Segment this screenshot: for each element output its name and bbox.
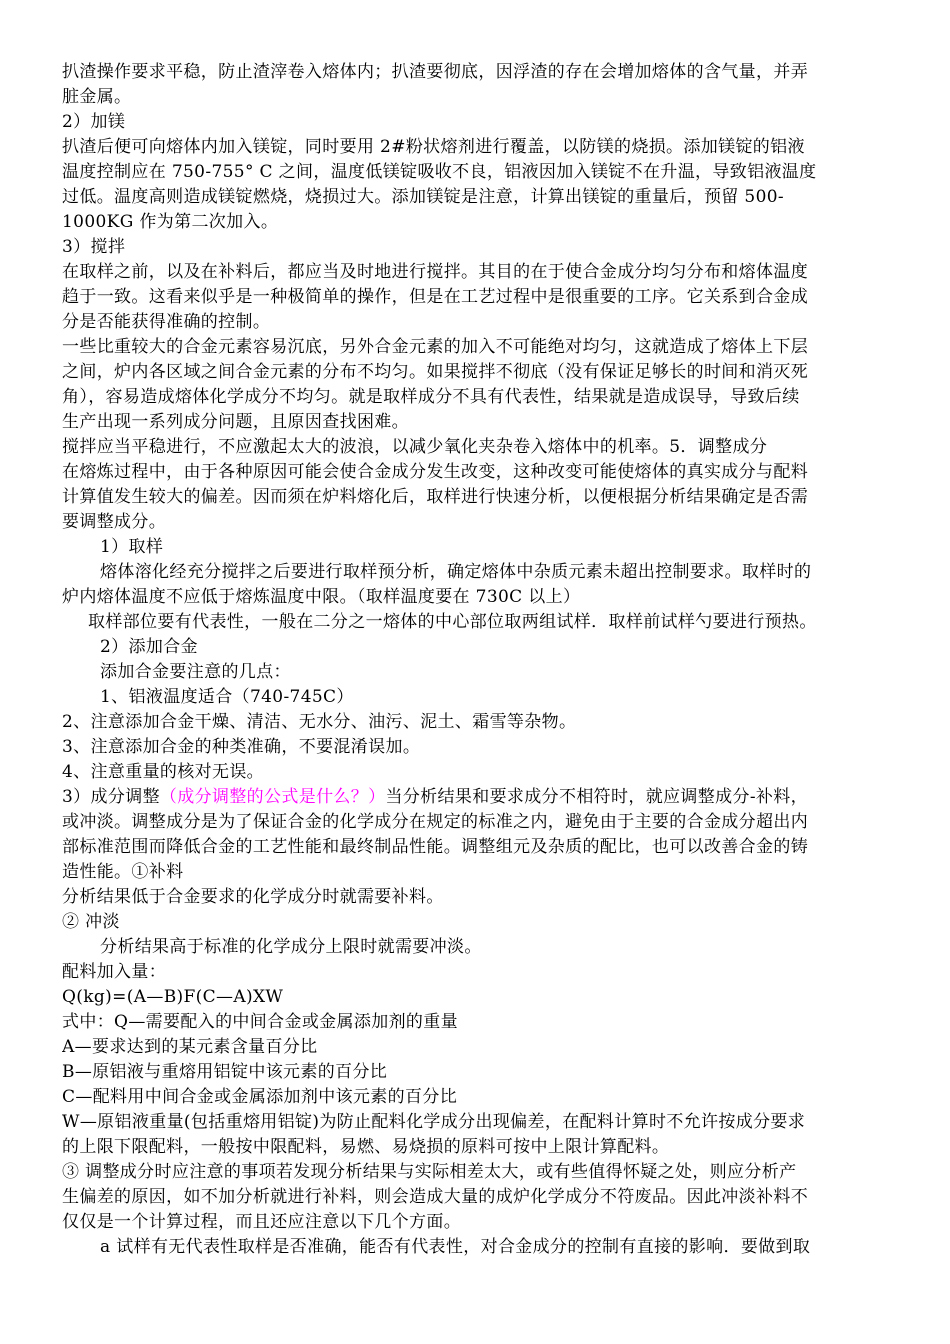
text-line: 分析结果低于合金要求的化学成分时就需要补料。 [62,887,444,907]
text-line: 式中：Q—需要配入的中间合金或金属添加剂的重量 [62,1012,458,1032]
text-line: 要调整成分。 [62,512,167,532]
section-heading: 3）搅拌 [62,237,126,257]
text-line: 或冲淡。调整成分是为了保证合金的化学成分在规定的标准之内，避免由于主要的合金成分超出内 [62,812,809,832]
text-line: 分析结果高于标准的化学成分上限时就需要冲淡。 [100,937,482,957]
text-line: 分是否能获得准确的控制。 [62,312,271,332]
text-line: 添加合金要注意的几点： [100,662,291,682]
text-line: 炉内熔体温度不应低于熔炼温度中限。（取样温度要在 730C 以上） [62,587,581,607]
text-line: 部标准范围而降低合金的工艺性能和最终制品性能。调整组元及杂质的配比，也可以改善合金的铸 [62,837,809,857]
section-heading: ② 冲淡 [62,912,120,932]
section-heading: 2）加镁 [62,112,126,132]
text-line: a 试样有无代表性取样是否准确，能否有代表性，对合金成分的控制有直接的影响．要做到取 [100,1237,811,1257]
text-line-with-highlight [62,785,898,809]
text-line: 生产出现一系列成分问题，且原因查找困难。 [62,412,409,432]
list-item: 1、铝液温度适合（740-745C） [100,687,354,707]
text-line: 温度控制应在 750-755° C 之间，温度低镁锭吸收不良，铝液因加入镁锭不在升温，导致铝液温度 [62,162,817,182]
text-line: 造性能。①补料 [62,862,184,882]
text-line: 过低。温度高则造成镁锭燃烧，烧损过大。添加镁锭是注意，计算出镁锭的重量后，预留 500- [62,187,784,207]
text-line: ③ 调整成分时应注意的事项若发现分析结果与实际相差太大，或有些值得怀疑之处，则应分析产 [62,1162,797,1182]
formula: Q(kg)=(A—B)F(C—A)XW [62,987,284,1007]
text-line: 扒渣后便可向熔体内加入镁锭，同时要用 2#粉状熔剂进行覆盖，以防镁的烧损。添加镁锭的铝液 [62,137,805,157]
text-line: C—配料用中间合金或金属添加剂中该元素的百分比 [62,1087,458,1107]
list-item: 3、注意添加合金的种类准确，不要混淆误加。 [62,737,421,757]
text-line: 之间，炉内各区域之间合金元素的分布不均匀。如果搅拌不彻底（没有保证足够长的时间和消灭死 [62,362,809,382]
section-heading: 2）添加合金 [100,637,198,657]
text-line: 角），容易造成熔体化学成分不均匀。就是取样成分不具有代表性，结果就是造成误导，导致后续 [62,387,800,407]
text-line: 仅仅是一个计算过程，而且还应注意以下几个方面。 [62,1212,462,1232]
text-line: 取样部位要有代表性，一般在二分之一熔体的中心部位取两组试样．取样前试样勺要进行预热。 [88,612,817,632]
text-segment: 当分析结果和要求成分不相符时，就应调整成分-补料， [385,787,808,807]
text-line: A—要求达到的某元素含量百分比 [62,1037,318,1057]
text-line: 趋于一致。这看来似乎是一种极简单的操作，但是在工艺过程中是很重要的工序。它关系到合金成 [62,287,809,307]
text-line: 在取样之前，以及在补料后，都应当及时地进行搅拌。其目的在于使合金成分均匀分布和熔体温度 [62,262,809,282]
text-line: 熔体溶化经充分搅拌之后要进行取样预分析，确定熔体中杂质元素未超出控制要求。取样时的 [100,562,812,582]
text-line: 扒渣操作要求平稳，防止渣滓卷入熔体内；扒渣要彻底，因浮渣的存在会增加熔体的含气量，并弄 [62,62,809,82]
text-line: 一些比重较大的合金元素容易沉底，另外合金元素的加入不可能绝对均匀，这就造成了熔体上下层 [62,337,809,357]
text-line: W—原铝液重量(包括重熔用铝锭)为防止配料化学成分出现偏差，在配料计算时不允许按成分要求 [62,1112,806,1132]
text-line: 配料加入量： [62,962,167,982]
text-line: 生偏差的原因，如不加分析就进行补料，则会造成大量的成炉化学成分不符废品。因此冲淡补料不 [62,1187,809,1207]
text-line: 脏金属。 [62,87,132,107]
list-item: 4、注意重量的核对无误。 [62,762,265,782]
text-line: B—原铝液与重熔用铝锭中该元素的百分比 [62,1062,388,1082]
text-line: 的上限下限配料，一般按中限配料，易燃、易烧损的原料可按中上限计算配料。 [62,1137,670,1157]
text-line: 计算值发生较大的偏差。因而须在炉料熔化后，取样进行快速分析，以便根据分析结果确定是否需 [62,487,809,507]
list-item: 2、注意添加合金干燥、清洁、无水分、油污、泥土、霜雪等杂物。 [62,712,577,732]
text-line: 1000KG 作为第二次加入。 [62,212,279,232]
section-heading: 3）成分调整 [62,787,160,807]
highlighted-question: （成分调整的公式是什么？） [159,787,386,807]
text-line: 在熔炼过程中，由于各种原因可能会使合金成分发生改变，这种改变可能使熔体的真实成分与配料 [62,462,809,482]
section-heading: 1）取样 [100,537,164,557]
text-line: 搅拌应当平稳进行，不应激起太大的波浪，以减少氧化夹杂卷入熔体中的机率。5．调整成分 [62,437,768,457]
